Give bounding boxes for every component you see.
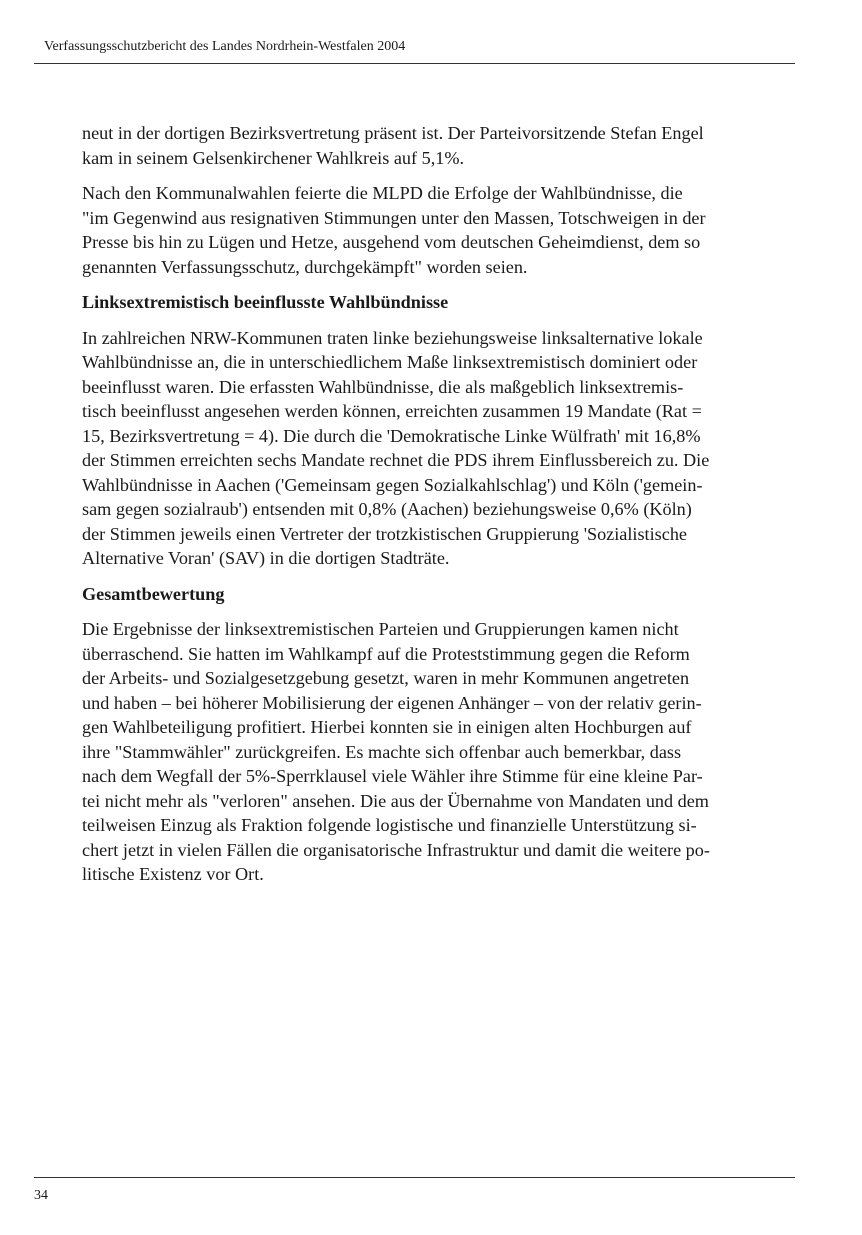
text-line: nach dem Wegfall der 5%-Sperrklausel viele Wähler ihre Stimme für eine kleine Par-: [82, 766, 703, 786]
text-line: litische Existenz vor Ort.: [82, 864, 264, 884]
text-line: der Stimmen jeweils einen Vertreter der trotzkistischen Gruppierung 'Sozialistische: [82, 523, 687, 544]
text-line: beeinflusst waren. Die erfassten Wahlbündnisse, die als maßgeblich linksextremis-: [82, 376, 684, 397]
text-line: In zahlreichen NRW-Kommunen traten linke beziehungsweise linksalternative lokale: [82, 327, 703, 348]
text-line: Wahlbündnisse in Aachen ('Gemeinsam gegen Sozialkahlschlag') und Köln ('gemein-: [82, 474, 703, 495]
text-line: tisch beeinflusst angesehen werden können, erreichten zusammen 19 Mandate (Rat =: [82, 401, 702, 421]
section-heading-gesamtbewertung: Gesamtbewertung: [82, 583, 225, 604]
main-content: [82, 121, 798, 898]
text-line: Wahlbündnisse an, die in unterschiedlichem Maße linksextremistisch dominiert oder: [82, 352, 698, 372]
text-line: der Stimmen erreichten sechs Mandate rechnet die PDS ihrem Einflussbereich zu. Die: [82, 450, 710, 470]
text-line: 15, Bezirksvertretung = 4). Die durch die 'Demokratische Linke Wülfrath' mit 16,8%: [82, 425, 701, 446]
text-line: "im Gegenwind aus resignativen Stimmungen unter den Massen, Totschweigen in der: [82, 207, 706, 228]
paragraph-1: [82, 121, 798, 170]
header-title: Verfassungsschutzbericht des Landes Nordrhein-Westfalen 2004: [44, 39, 406, 54]
text-line: genannten Verfassungsschutz, durchgekämpft" worden seien.: [82, 256, 528, 277]
text-line: sam gegen sozialraub') entsenden mit 0,8% (Aachen) beziehungsweise 0,6% (Köln): [82, 499, 692, 519]
page-number: 34: [34, 1188, 48, 1203]
section-heading-wahlbuendnisse: Linksextremistisch beeinflusste Wahlbündnisse: [82, 292, 449, 312]
paragraph-4: [82, 617, 798, 887]
text-line: kam in seinem Gelsenkirchener Wahlkreis auf 5,1%.: [82, 147, 465, 168]
text-line: Presse bis hin zu Lügen und Hetze, ausgehend vom deutschen Geheimdienst, dem so: [82, 232, 701, 252]
text-line: und haben – bei höherer Mobilisierung der eigenen Anhänger – von der relativ gerin-: [82, 692, 702, 713]
text-line: tei nicht mehr als "verloren" ansehen. Die aus der Übernahme von Mandaten und dem: [82, 790, 709, 811]
text-line: überraschend. Sie hatten im Wahlkampf auf die Proteststimmung gegen die Reform: [82, 643, 690, 664]
paragraph-2: [82, 181, 798, 279]
text-line: Die Ergebnisse der linksextremistischen Parteien und Gruppierungen kamen nicht: [82, 619, 679, 639]
text-line: Nach den Kommunalwahlen feierte die MLPD die Erfolge der Wahlbündnisse, die: [82, 183, 683, 203]
page-footer: [34, 1177, 795, 1203]
text-line: teilweisen Einzug als Fraktion folgende logistische und finanzielle Unterstützung si-: [82, 815, 697, 835]
text-line: Alternative Voran' (SAV) in die dortigen Stadträte.: [82, 548, 450, 568]
text-line: ihre "Stammwähler" zurückgreifen. Es machte sich offenbar auch bemerkbar, dass: [82, 741, 682, 762]
text-line: neut in der dortigen Bezirksvertretung präsent ist. Der Parteivorsitzende Stefan Engel: [82, 123, 704, 143]
text-line: der Arbeits- und Sozialgesetzgebung gesetzt, waren in mehr Kommunen angetreten: [82, 668, 690, 688]
text-line: gen Wahlbeteiligung profitiert. Hierbei konnten sie in einigen alten Hochburgen auf: [82, 717, 692, 737]
text-line: chert jetzt in vielen Fällen die organisatorische Infrastruktur und damit die weitere po-: [82, 839, 710, 860]
page-header: [34, 38, 795, 64]
paragraph-3: [82, 326, 798, 571]
